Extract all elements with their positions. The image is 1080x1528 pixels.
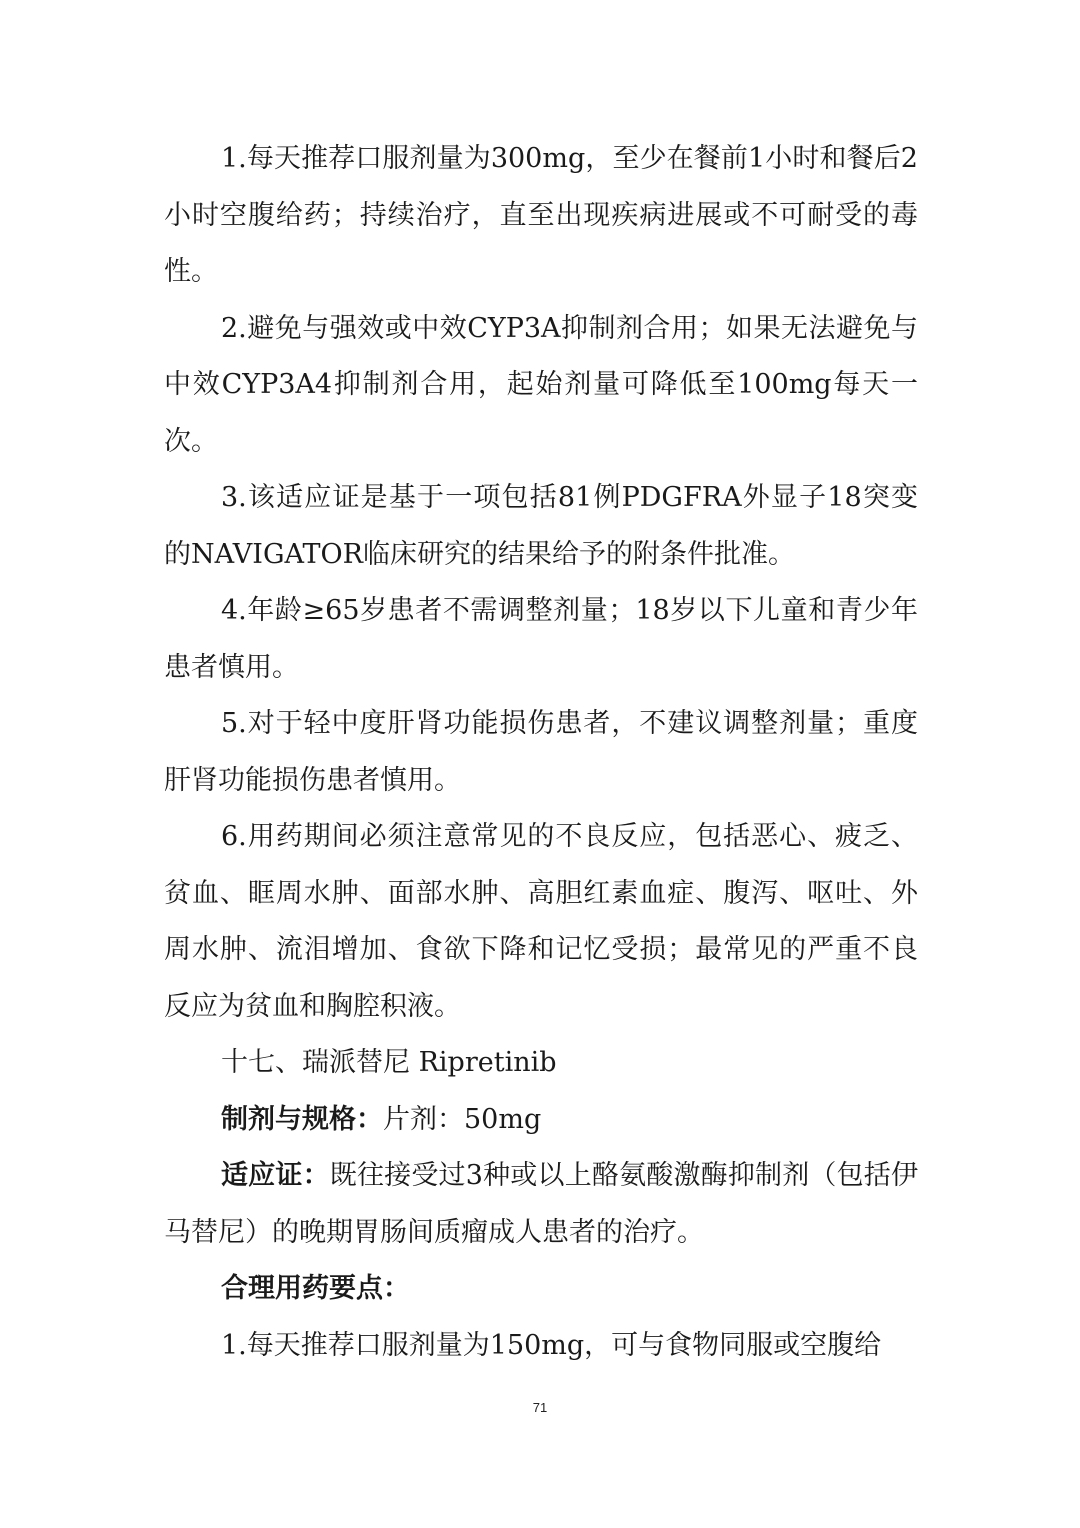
formulation-value: 片剂：50mg	[383, 1103, 542, 1135]
page-number: 71	[532, 1400, 548, 1415]
paragraph-item-6: 6.用药期间必须注意常见的不良反应，包括恶心、疲乏、贫血、眶周水肿、面部水肿、高胆红素血症、腹泻、呕吐、外周水肿、流泪增加、食欲下降和记忆受损；最常见的严重不良反应为贫血和胸腔积液。	[164, 821, 918, 1022]
paragraph-item-2: 2.避免与强效或中效CYP3A抑制剂合用；如果无法避免与中效CYP3A4抑制剂合用，起始剂量可降低至100mg每天一次。	[164, 312, 918, 457]
formulation-label: 制剂与规格：	[221, 1103, 383, 1135]
formulation-paragraph	[164, 1092, 918, 1149]
indication-label: 适应证：	[221, 1160, 330, 1191]
indication-paragraph	[164, 1148, 918, 1261]
paragraph-item-1: 1.每天推荐口服剂量为300mg，至少在餐前1小时和餐后2小时空腹给药；持续治疗，直至出现疾病进展或不可耐受的毒性。	[164, 143, 918, 287]
key-points-label: 合理用药要点：	[221, 1273, 410, 1304]
document-body	[164, 131, 918, 1374]
paragraph-item-after-1: 1.每天推荐口服剂量为150mg，可与食物同服或空腹给	[221, 1329, 882, 1361]
paragraph-item-5: 5.对于轻中度肝肾功能损伤患者，不建议调整剂量；重度肝肾功能损伤患者慎用。	[164, 708, 918, 796]
paragraph-item-4: 4.年龄≥65岁患者不需调整剂量；18岁以下儿童和青少年患者慎用。	[164, 595, 918, 683]
paragraph-item-3: 3.该适应证是基于一项包括81例PDGFRA外显子18突变的NAVIGATOR临床研究的结果给予的附条件批准。	[164, 482, 918, 570]
drug-heading: 十七、瑞派替尼 Ripretinib	[221, 1047, 557, 1078]
key-points-heading	[164, 1261, 918, 1318]
indication-value: 既往接受过3种或以上酪氨酸激酶抑制剂（包括伊马替尼）的晚期胃肠间质瘤成人患者的治疗。	[164, 1160, 919, 1248]
